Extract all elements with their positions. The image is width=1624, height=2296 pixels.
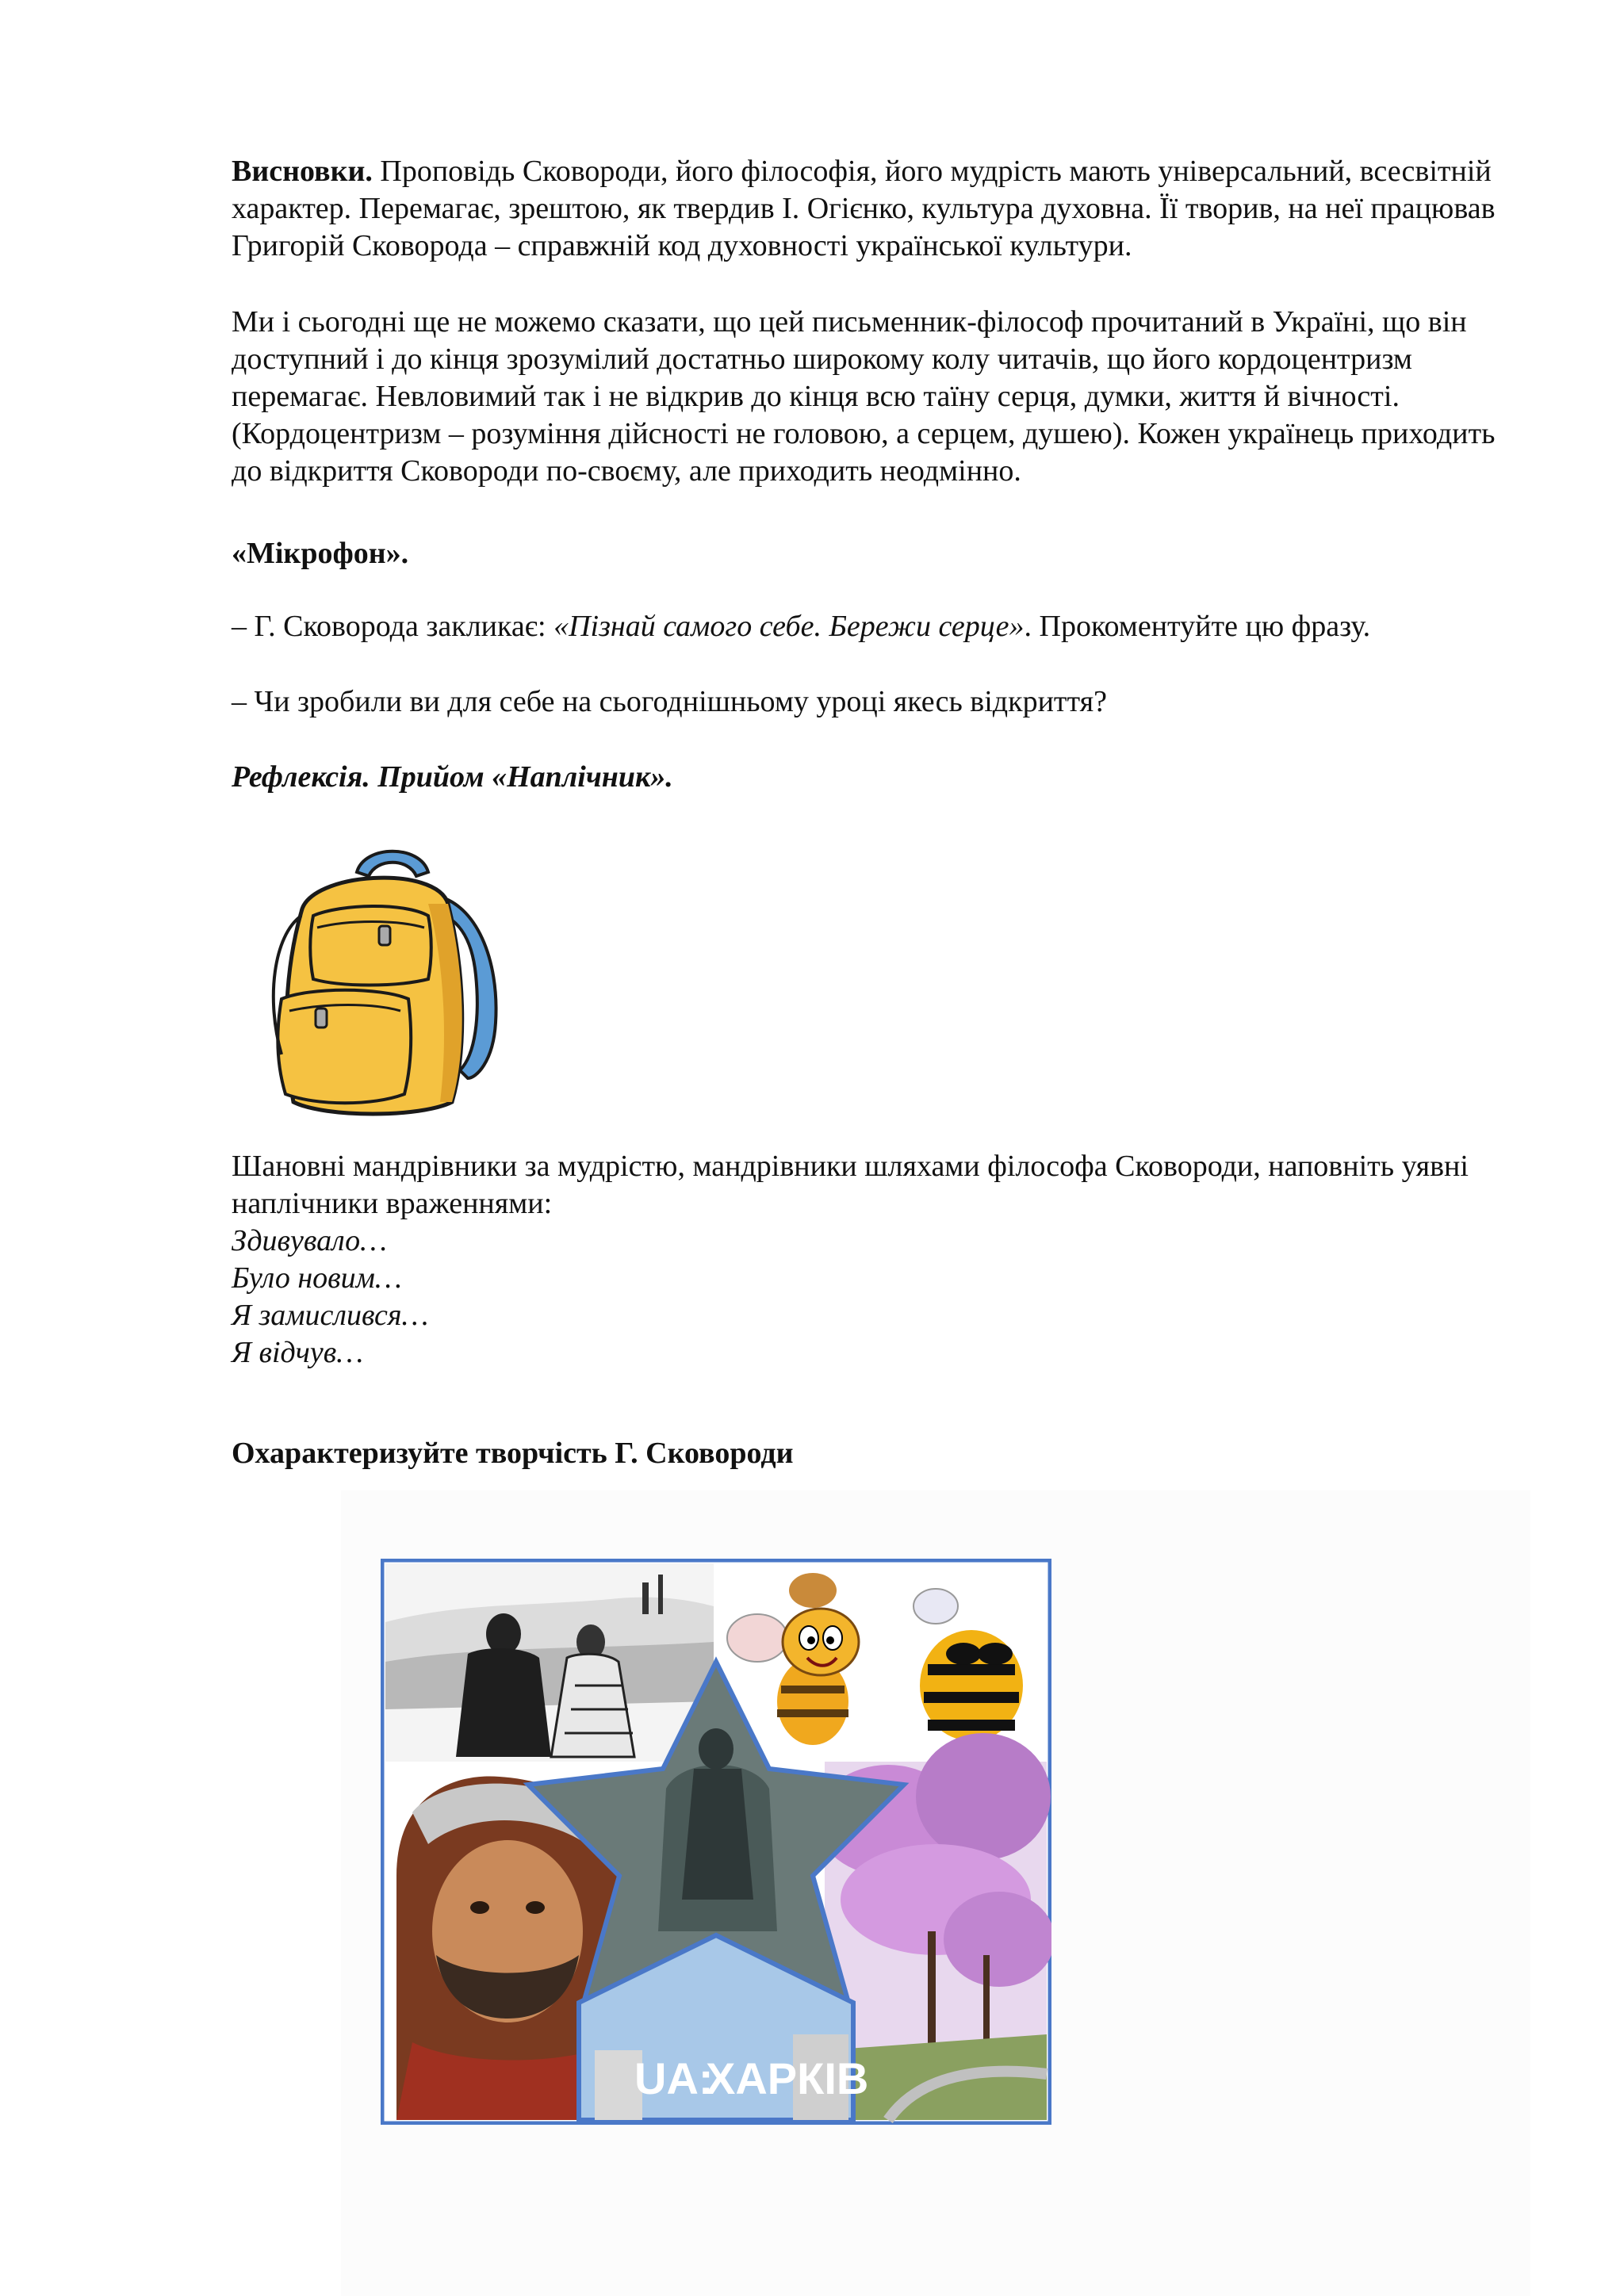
skovoroda-collage [381, 1559, 1051, 2125]
characterize-heading: Охарактеризуйте творчість Г. Сковороди [232, 1437, 794, 1470]
q1-quote: «Пізнай самого себе. Бережи серце» [553, 610, 1025, 643]
bees-panel [714, 1563, 1047, 1762]
reflection-prompt-4: Я відчув… [232, 1336, 364, 1369]
backpack-illustration [238, 840, 523, 1134]
kharkiv-logo-right: ХАРКІВ [706, 2053, 869, 2103]
kharkiv-logo-left: UA: [634, 2053, 714, 2103]
reflection-prompt-3: Я замислився… [232, 1299, 429, 1332]
reflection-intro: Шановні мандрівники за мудрістю, мандрівники шляхами філософа Сковороди, наповніть уявні наплічники враженнями: [232, 1150, 1469, 1220]
reflection-prompt-1: Здивувало… [232, 1224, 387, 1257]
microphone-heading: «Мікрофон». [232, 537, 409, 570]
microphone-question-1 [232, 608, 1370, 645]
conclusions-text: Проповідь Сковороди, його філософія, його мудрість мають універсальний, всесвітній характер. Перемагає, зрештою, як твердив І. Огієнко, культура духовна. Її творив, на неї працював Григорій Сковорода – справжній код духовності української культури. [232, 155, 1496, 262]
q1-suffix: . Прокоментуйте цю фразу. [1024, 610, 1371, 643]
conclusions-label: Висновки. [232, 155, 373, 188]
engraving-panel [385, 1563, 714, 1762]
conclusions-paragraph [232, 153, 1532, 265]
reflection-heading: Рефлексія. Прийом «Наплічник». [232, 760, 673, 794]
microphone-question-2: – Чи зробили ви для себе на сьогоднішньому уроці якесь відкриття? [232, 685, 1107, 718]
reflection-prompt-2: Було новим… [232, 1261, 402, 1295]
q1-prefix: – Г. Сковорода закликає: [232, 610, 554, 643]
conclusions-paragraph-2: Ми і сьогодні ще не можемо сказати, що цей письменник-філософ прочитаний в Україні, що він доступний і до кінця зрозумілий достатньо широкому колу читачів, що його кордоцентризм перемагає. Невловимий так і не відкрив до кінця всю таїну серця, думки, життя й вічності. (Кордоцентризм – розуміння дійсності не головою, а серцем, душею). Кожен українець приходить до відкриття Сковороди по-своєму, але приходить неодмінно. [232, 305, 1496, 488]
